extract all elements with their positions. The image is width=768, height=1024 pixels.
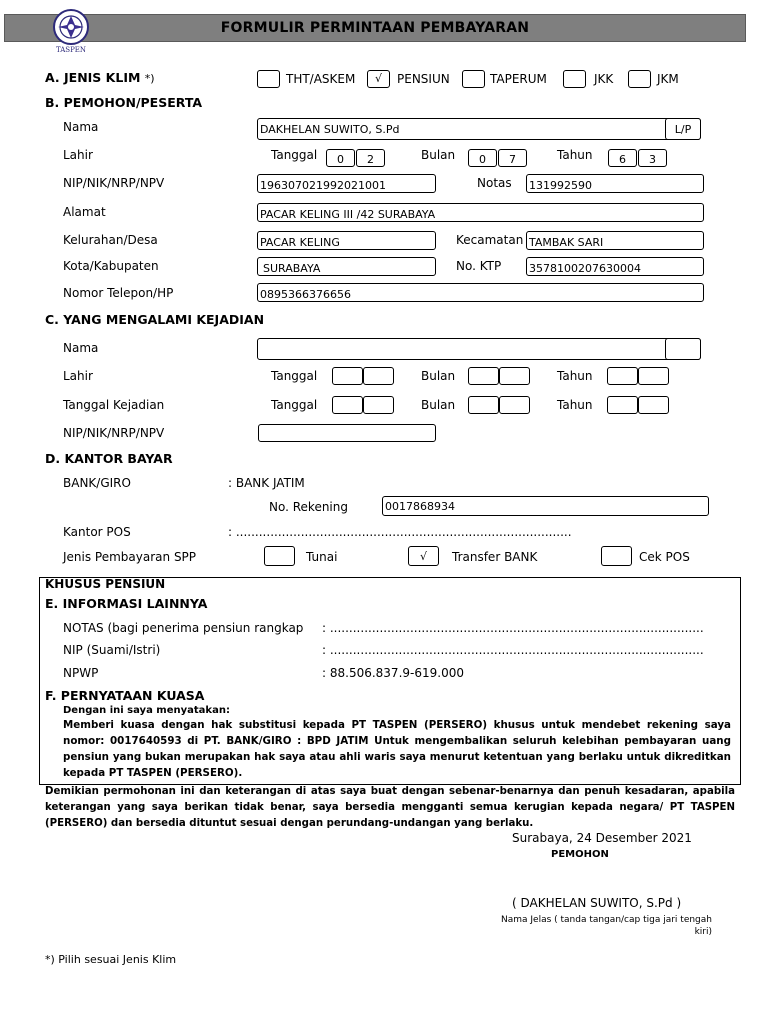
kejadian-tgl-2[interactable] <box>363 396 394 414</box>
klim-label-taperum: TAPERUM <box>490 72 547 86</box>
signature-place-date: Surabaya, 24 Desember 2021 <box>512 831 692 845</box>
tahun-label: Tahun <box>557 148 593 162</box>
signature-name: ( DAKHELAN SUWITO, S.Pd ) <box>512 896 682 910</box>
spp-label-cekpos: Cek POS <box>639 550 690 564</box>
notas-field[interactable]: 131992590 <box>526 174 704 193</box>
kejadian-lahir-label: Lahir <box>63 369 93 383</box>
kejadian-lahir-thn-2[interactable] <box>638 367 669 385</box>
declaration-text: Demikian permohonan ini dan keterangan di atas saya buat dengan sebenar-benarnya dan penuh kesadaran, apabila keterangan yang saya berikan tidak benar, saya bersedia mengganti semua kerugian kepada negara/ PT TASPEN (PERSERO) dan bersedia dituntut sesuai dengan perundang-undangan yang berlaku. <box>45 786 735 829</box>
nama-label: Nama <box>63 120 99 134</box>
khusus-pensiun-title: KHUSUS PENSIUN <box>45 577 166 591</box>
kejadian-tahun-label: Tahun <box>557 398 593 412</box>
npwp-value: : 88.506.837.9-619.000 <box>322 666 464 680</box>
klim-label-pensiun: PENSIUN <box>397 72 450 86</box>
footnote: *) Pilih sesuai Jenis Klim <box>45 953 177 966</box>
kota-label: Kota/Kabupaten <box>63 259 159 273</box>
lahir-thn-digit-1[interactable]: 6 <box>608 149 637 167</box>
kantor-pos-label: Kantor POS <box>63 525 131 539</box>
kejadian-lahir-tgl-1[interactable] <box>332 367 363 385</box>
nama-field[interactable]: DAKHELAN SUWITO, S.Pd <box>257 118 701 140</box>
rekening-label: No. Rekening <box>269 500 348 514</box>
svg-text:TASPEN: TASPEN <box>55 46 87 54</box>
spp-checkbox-transfer[interactable]: √ <box>408 546 439 566</box>
klim-checkbox-jkm[interactable] <box>628 70 651 88</box>
kejadian-lahir-bulan-label: Bulan <box>421 369 456 383</box>
lahir-tgl-digit-2[interactable]: 2 <box>356 149 385 167</box>
telepon-label: Nomor Telepon/HP <box>63 286 174 300</box>
kejadian-thn-2[interactable] <box>638 396 669 414</box>
klim-label-jkm: JKM <box>657 72 679 86</box>
alamat-field[interactable]: PACAR KELING III /42 SURABAYA <box>257 203 704 222</box>
kejadian-nama-field[interactable] <box>257 338 701 360</box>
klim-label-jkk: JKK <box>594 72 614 86</box>
notas-rangkap-label: NOTAS (bagi penerima pensiun rangkap <box>63 621 304 635</box>
bank-value: : BANK JATIM <box>228 476 305 490</box>
section-d-label: D. KANTOR BAYAR <box>45 451 173 466</box>
lahir-bln-digit-2[interactable]: 7 <box>498 149 527 167</box>
spp-checkbox-cekpos[interactable] <box>601 546 632 566</box>
bulan-label: Bulan <box>421 148 456 162</box>
kejadian-tgl-1[interactable] <box>332 396 363 414</box>
section-e-label: E. INFORMASI LAINNYA <box>45 596 208 611</box>
kejadian-nip-field[interactable] <box>258 424 436 442</box>
form-title: FORMULIR PERMINTAAN PEMBAYARAN <box>220 20 530 36</box>
kecamatan-field[interactable]: TAMBAK SARI <box>526 231 704 250</box>
kejadian-nama-label: Nama <box>63 341 99 355</box>
kejadian-thn-1[interactable] <box>607 396 638 414</box>
taspen-logo <box>46 8 96 54</box>
spp-label-transfer: Transfer BANK <box>452 550 538 564</box>
section-f-label: F. PERNYATAAN KUASA <box>45 688 205 703</box>
form-header-bar <box>4 14 746 42</box>
lahir-bln-digit-1[interactable]: 0 <box>468 149 497 167</box>
kuasa-text: Memberi kuasa dengan hak substitusi kepada PT TASPEN (PERSERO) khusus untuk mendebet rekening saya nomor: 0017640593 di PT. BANK/GIRO : BPD JATIM Untuk mengembalikan seluruh kelebihan pembayaran uang pensiun yang bukan merupakan hak saya atau ahli waris saya menurut ketentuan yang berlaku untuk dikreditkan kepada PT TASPEN (PERSERO). <box>63 719 731 779</box>
kejadian-lahir-bln-1[interactable] <box>468 367 499 385</box>
kecamatan-label: Kecamatan <box>456 233 524 247</box>
telepon-field[interactable]: 0895366376656 <box>257 283 704 302</box>
kejadian-nip-label: NIP/NIK/NRP/NPV <box>63 426 165 440</box>
ktp-field[interactable]: 3578100207630004 <box>526 257 704 276</box>
kejadian-lahir-thn-1[interactable] <box>607 367 638 385</box>
klim-label-tht: THT/ASKEM <box>286 72 356 86</box>
kejadian-lahir-bln-2[interactable] <box>499 367 530 385</box>
signature-role: PEMOHON <box>551 849 609 860</box>
lahir-label: Lahir <box>63 148 93 162</box>
kejadian-lahir-tanggal-label: Tanggal <box>271 369 318 383</box>
kuasa-intro: Dengan ini saya menyatakan: <box>63 705 230 716</box>
section-a-label: A. JENIS KLIM *) <box>45 70 155 85</box>
kejadian-tanggal-label: Tanggal <box>271 398 318 412</box>
nip-pasangan-label: NIP (Suami/Istri) <box>63 643 161 657</box>
kelurahan-label: Kelurahan/Desa <box>63 233 158 247</box>
notas-rangkap-value: : .................................................................................................. <box>322 621 704 635</box>
rekening-field[interactable]: 0017868934 <box>382 496 709 516</box>
bank-label: BANK/GIRO <box>63 476 131 490</box>
kejadian-lahir-tahun-label: Tahun <box>557 369 593 383</box>
spp-checkbox-tunai[interactable] <box>264 546 295 566</box>
kota-field[interactable]: SURABAYA <box>257 257 436 276</box>
ktp-label: No. KTP <box>456 259 502 273</box>
nip-label: NIP/NIK/NRP/NPV <box>63 176 165 190</box>
alamat-label: Alamat <box>63 205 106 219</box>
spp-label-tunai: Tunai <box>306 550 338 564</box>
signature-note: Nama Jelas ( tanda tangan/cap tiga jari tengah kiri) <box>500 915 712 937</box>
lahir-tgl-digit-1[interactable]: 0 <box>326 149 355 167</box>
section-c-label: C. YANG MENGALAMI KEJADIAN <box>45 312 265 327</box>
kejadian-bln-2[interactable] <box>499 396 530 414</box>
kejadian-bln-1[interactable] <box>468 396 499 414</box>
nip-pasangan-value: : .................................................................................................. <box>322 643 704 657</box>
notas-label: Notas <box>477 176 512 190</box>
klim-checkbox-pensiun[interactable]: √ <box>367 70 390 88</box>
kelurahan-field[interactable]: PACAR KELING <box>257 231 436 250</box>
section-b-label: B. PEMOHON/PESERTA <box>45 95 203 110</box>
nip-field[interactable]: 196307021992021001 <box>257 174 436 193</box>
klim-checkbox-jkk[interactable] <box>563 70 586 88</box>
kejadian-bulan-label: Bulan <box>421 398 456 412</box>
kejadian-lahir-tgl-2[interactable] <box>363 367 394 385</box>
kantor-pos-value: : ........................................................................................ <box>228 525 572 539</box>
npwp-label: NPWP <box>63 666 99 680</box>
tanggal-label: Tanggal <box>271 148 318 162</box>
klim-checkbox-tht[interactable] <box>257 70 280 88</box>
kejadian-lp-field[interactable] <box>665 338 701 360</box>
spp-label: Jenis Pembayaran SPP <box>63 550 197 564</box>
lahir-thn-digit-2[interactable]: 3 <box>638 149 667 167</box>
tanggal-kejadian-label: Tanggal Kejadian <box>63 398 165 412</box>
lp-field[interactable]: L/P <box>665 118 701 140</box>
klim-checkbox-taperum[interactable] <box>462 70 485 88</box>
